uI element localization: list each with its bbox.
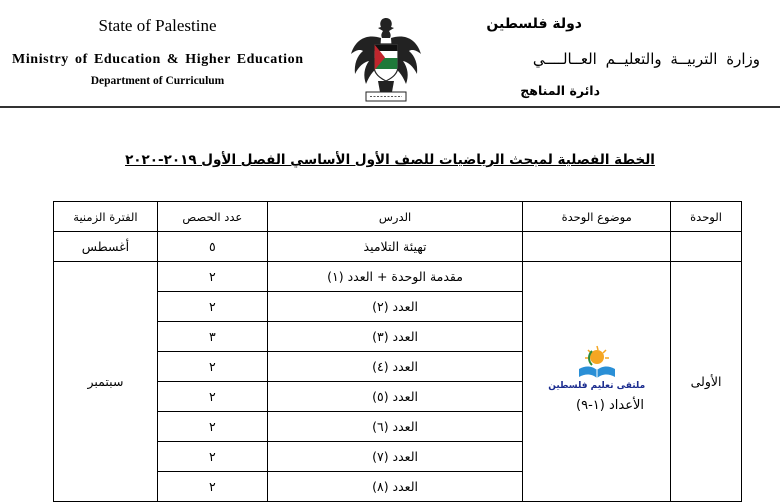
intro-periods: ٥: [157, 232, 267, 262]
header-timeframe: الفترة الزمنية: [54, 202, 158, 232]
semester-plan-table: [53, 201, 742, 502]
lesson-name: العدد (٦): [267, 412, 523, 442]
intro-timeframe: أغسطس: [54, 232, 158, 262]
lesson-periods: ٢: [157, 412, 267, 442]
unit-topic: الأعداد (١-٩): [576, 398, 644, 413]
header-department-ar: دائرة المناهج: [520, 83, 600, 98]
lesson-periods: ٢: [157, 292, 267, 322]
header-department-en: Department of Curriculum: [90, 75, 225, 87]
lesson-name: العدد (٧): [267, 442, 523, 472]
header-periods: عدد الحصص: [157, 202, 267, 232]
watermark-logo-text: ملتقى تعليم فلسطين: [548, 380, 646, 391]
header-topic: موضوع الوحدة: [523, 202, 671, 232]
header-ministry-en: Ministry of Education & Higher Education: [12, 52, 304, 67]
header-state-en: State of Palestine: [98, 16, 217, 35]
intro-unit-cell: [671, 232, 742, 262]
table-header-row: [54, 202, 742, 232]
lesson-periods: ٢: [157, 262, 267, 292]
lesson-periods: ٢: [157, 382, 267, 412]
header-ministry-ar: وزارة التربيــة والتعليــم العــالــــي: [532, 50, 760, 68]
header-divider: [0, 106, 780, 108]
open-book-sun-logo-icon: [574, 343, 620, 381]
unit-topic-cell: [523, 262, 671, 502]
unit-timeframe: سبتمبر: [54, 262, 158, 502]
unit-name: الأولى: [671, 262, 742, 502]
watermark-logo: [523, 343, 670, 391]
lesson-name: مقدمة الوحدة + العدد (١): [267, 262, 523, 292]
table-row: [54, 262, 742, 292]
lesson-name: العدد (٤): [267, 352, 523, 382]
lesson-name: العدد (٨): [267, 472, 523, 502]
table-row-intro: [54, 232, 742, 262]
header-unit: الوحدة: [671, 202, 742, 232]
intro-topic-cell: [523, 232, 671, 262]
palestine-eagle-emblem-icon: [348, 14, 424, 104]
lesson-periods: ٢: [157, 442, 267, 472]
lesson-name: العدد (٢): [267, 292, 523, 322]
lesson-name: العدد (٥): [267, 382, 523, 412]
lesson-periods: ٢: [157, 472, 267, 502]
lesson-periods: ٣: [157, 322, 267, 352]
header-lesson: الدرس: [267, 202, 523, 232]
document-title: الخطة الفصلية لمبحث الرياضيات للصف الأول الأساسي الفصل الأول ٢٠١٩-٢٠٢٠: [125, 152, 655, 168]
intro-lesson: تهيئة التلاميذ: [267, 232, 523, 262]
lesson-name: العدد (٣): [267, 322, 523, 352]
lesson-periods: ٢: [157, 352, 267, 382]
header-state-ar: دولة فلسطين: [486, 16, 582, 32]
